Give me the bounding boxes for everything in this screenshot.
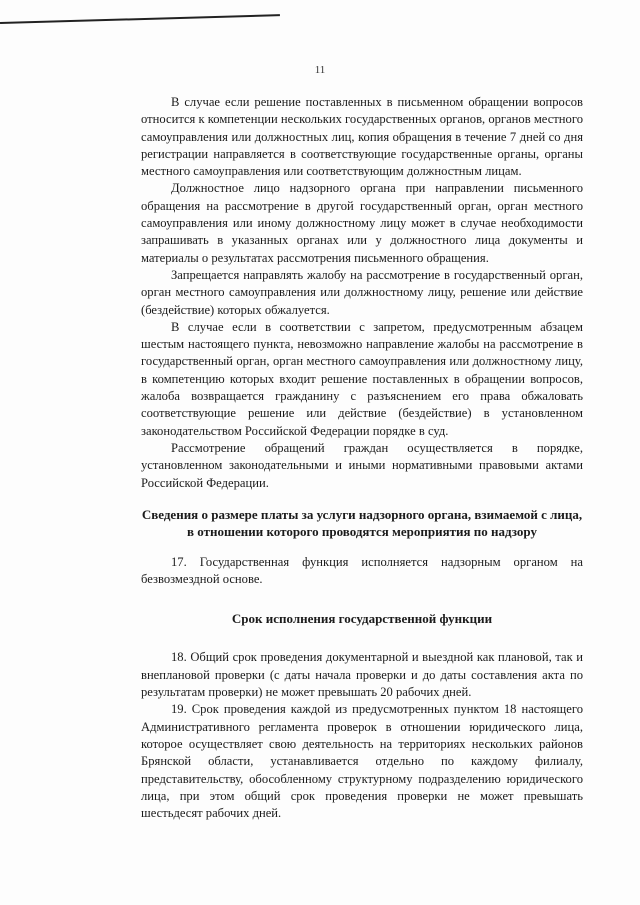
document-body (141, 94, 583, 822)
scan-artifact-line (0, 14, 280, 24)
paragraph-complaint-prohibition: Запрещается направлять жалобу на рассмотрение в государственный орган, орган местного самоуправления или должностному лицу, решение или действие (бездействие) которых обжалуется. (141, 267, 583, 317)
page-number: 11 (314, 64, 326, 76)
section-heading-fee: Сведения о размере платы за услуги надзорного органа, взимаемой с лица, в отношении которого проводятся мероприятия по надзору (141, 506, 583, 539)
paragraph-17: 17. Государственная функция исполняется надзорным органом на безвозмездной основе. (141, 554, 583, 587)
section-heading-term: Срок исполнения государственной функции (231, 611, 493, 627)
paragraph-18: 18. Общий срок проведения документарной и выездной как плановой, так и внеплановой проверки (с даты начала проверки и до даты составления акта по результатам проверки) не может превышать 20 рабочих дней. (141, 650, 583, 700)
paragraph-review-order: Рассмотрение обращений граждан осуществляется в порядке, установленном законодательными и иными нормативными правовыми актами Российской Федерации. (141, 440, 583, 490)
paragraph-19: 19. Срок проведения каждой из предусмотренных пунктом 18 настоящего Административного регламента проверок в отношении юридического лица, которое осуществляет свою деятельность на территориях нескольких районов Брянской области, устанавливается отдельно по каждому филиалу, представительству, обособленному структурному подразделению юридического лица, при этом общий срок проведения проверки не может превышать шестьдесят рабочих дней. (141, 702, 583, 821)
paragraph-copy-forwarding: В случае если решение поставленных в письменном обращении вопросов относится к компетенции нескольких государственных органов, органов местного самоуправления или должностных лиц, копия обращения в течение 7 дней со дня регистрации направляется в соответствующие государственные органы, органы местного самоуправления или соответствующим должностным лицам. (141, 95, 583, 179)
paragraph-official-requests: Должностное лицо надзорного органа при направлении письменного обращения на рассмотрение в другой государственный орган, орган местного самоуправления или иному должностному лицу может в случае необходимости запрашивать в указанных органах или у должностного лица документы и материалы о результатах рассмотрения письменного обращения. (141, 181, 583, 265)
paragraph-complaint-return: В случае если в соответствии с запретом, предусмотренным абзацем шестым настоящего пункта, невозможно направление жалобы на рассмотрение в государственный орган, орган местного самоуправления или должностному лицу, в компетенцию которых входит решение поставленных в обращении вопросов, жалоба возвращается гражданину с разъяснением его права обжаловать соответствующие решение или действие (бездействие) в установленном законодательством Российской Федерации порядке в суд. (141, 319, 583, 438)
